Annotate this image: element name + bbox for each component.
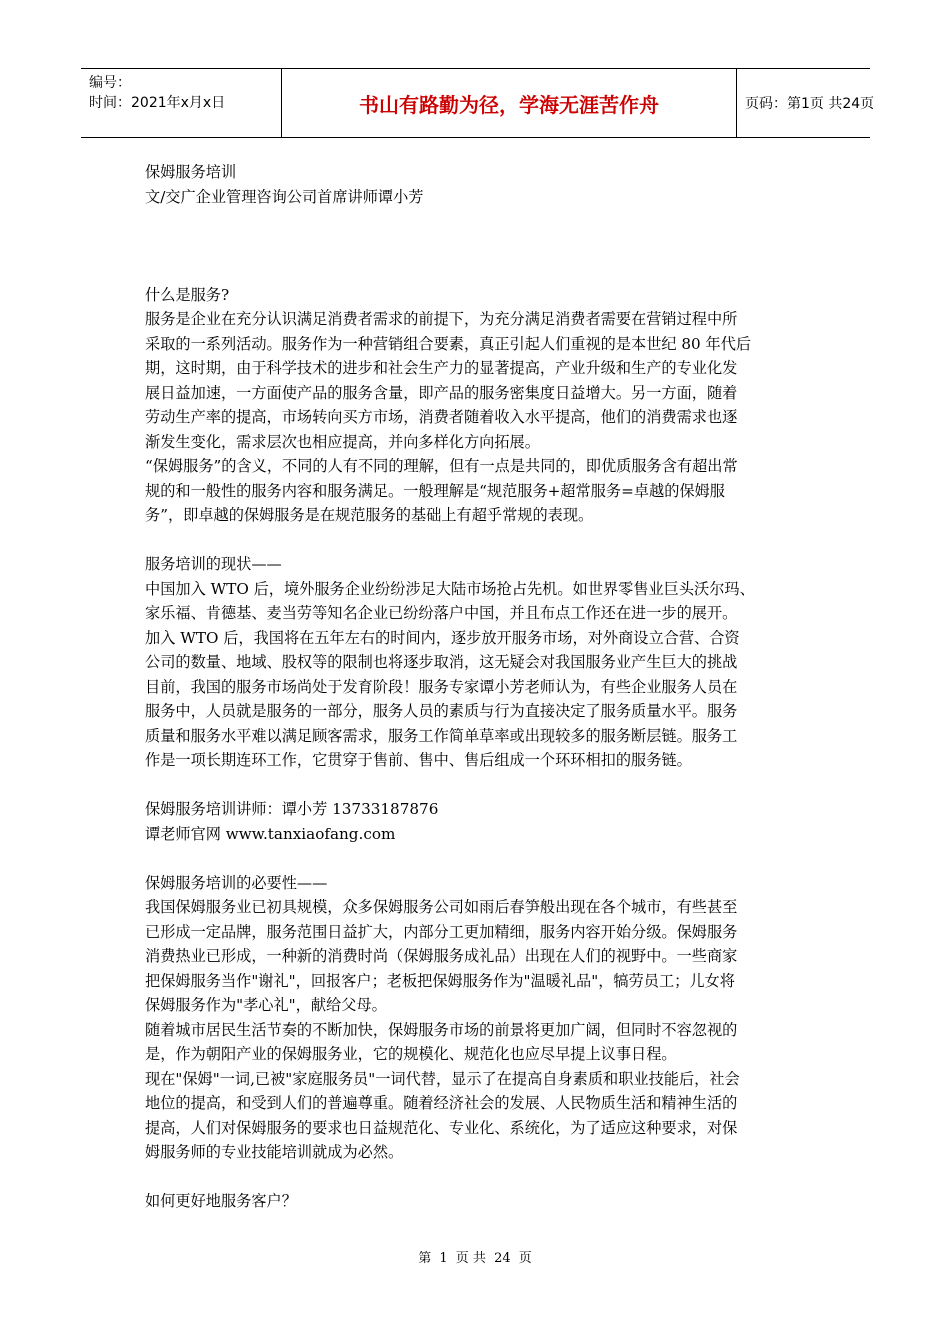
text-line: 务”，即卓越的保姆服务是在规范服务的基础上有超乎常规的表现。 bbox=[145, 506, 594, 524]
text-line: 公司的数量、地域、股权等的限制也将逐步取消，这无疑会对我国服务业产生巨大的挑战 bbox=[145, 653, 738, 671]
doc-title: 保姆服务培训 bbox=[145, 163, 237, 181]
page-header bbox=[81, 68, 875, 138]
text-line: 加入 WTO 后，我国将在五年左右的时间内，逐步放开服务市场，对外商设立合营、合资 bbox=[145, 628, 740, 647]
footer-mid: 页 共 bbox=[455, 1251, 486, 1266]
document-body bbox=[145, 160, 810, 1214]
text-line: 劳动生产率的提高，市场转向买方市场，消费者随着收入水平提高，他们的消费需求也逐 bbox=[145, 408, 738, 426]
footer-suffix: 页 bbox=[518, 1251, 532, 1266]
text-line: 提高，人们对保姆服务的要求也日益规范化、专业化、系统化，为了适应这种要求，对保 bbox=[145, 1118, 738, 1137]
text-line: 姆服务师的专业技能培训就成为必然。 bbox=[145, 1143, 404, 1161]
text-line: 期，这时期，由于科学技术的进步和社会生产力的显著提高，产业升级和生产的专业化发 bbox=[145, 359, 738, 377]
text-line: 作是一项长期连环工作，它贯穿于售前、售中、售后组成一个环环相扣的服务链。 bbox=[145, 751, 692, 769]
text-line: 渐发生变化，需求层次也相应提高，并向多样化方向拓展。 bbox=[145, 432, 540, 451]
text-line: 我国保姆服务业已初具规模，众多保姆服务公司如雨后春笋般出现在各个城市，有些甚至 bbox=[145, 898, 738, 916]
header-meta bbox=[81, 69, 281, 137]
text-line: 现在"保姆"一词,已被"家庭服务员"一词代替，显示了在提高自身素质和职业技能后，社会 bbox=[145, 1069, 740, 1088]
section-heading-necessity: 保姆服务培训的必要性—— bbox=[145, 873, 328, 892]
text-line: 随着城市居民生活节奏的不断加快，保姆服务市场的前景将更加广阔，但同时不容忽视的 bbox=[145, 1020, 738, 1039]
doc-number-label: 编号： bbox=[89, 75, 131, 91]
text-line: 目前，我国的服务市场尚处于发育阶段！服务专家谭小芳老师认为，有些企业服务人员在 bbox=[145, 677, 738, 696]
text-line: 展日益加速，一方面使产品的服务含量，即产品的服务密集度日益增大。另一方面，随着 bbox=[145, 383, 738, 402]
text-line: 规的和一般性的服务内容和服务满足。一般理解是“规范服务+超常服务=卓越的保姆服 bbox=[145, 481, 725, 500]
text-line: 把保姆服务当作"谢礼"，回报客户；老板把保姆服务作为"温暖礼品"，犒劳员工；儿女将 bbox=[145, 971, 735, 990]
section-heading-serve-customers: 如何更好地服务客户？ bbox=[145, 1192, 297, 1210]
text-line: 采取的一系列活动。服务作为一种营销组合要素，真正引起人们重视的是本世纪 80 年代后 bbox=[145, 334, 752, 353]
text-line: 中国加入 WTO 后，境外服务企业纷纷涉足大陆市场抢占先机。如世界零售业巨头沃尔玛、 bbox=[145, 579, 755, 598]
doc-date: 时间：2021年x月x日 bbox=[89, 95, 226, 111]
text-line: 服务是企业在充分认识满足消费者需求的前提下，为充分满足消费者需要在营销过程中所 bbox=[145, 310, 738, 328]
text-line: 是，作为朝阳产业的保姆服务业，它的规模化、规范化也应尽早提上议事日程。 bbox=[145, 1045, 677, 1063]
text-line: 消费热业已形成，一种新的消费时尚（保姆服务成礼品）出现在人们的视野中。一些商家 bbox=[145, 947, 738, 965]
text-line: 服务中，人员就是服务的一部分，服务人员的素质与行为直接决定了服务质量水平。服务 bbox=[145, 702, 738, 720]
footer-page-number: 1 bbox=[439, 1251, 448, 1266]
doc-author: 文/交广企业管理咨询公司首席讲师谭小芳 bbox=[145, 187, 424, 206]
footer-total-pages: 24 bbox=[494, 1251, 511, 1266]
text-line: 已形成一定品牌，服务范围日益扩大，内部分工更加精细，服务内容开始分级。保姆服务 bbox=[145, 922, 738, 941]
text-line: 保姆服务作为"孝心礼"，献给父母。 bbox=[145, 996, 387, 1014]
section-heading-what-is-service: 什么是服务? bbox=[145, 285, 230, 304]
text-line: 地位的提高，和受到人们的普遍尊重。随着经济社会的发展、人民物质生活和精神生活的 bbox=[145, 1094, 738, 1112]
header-page-info: 页码：第1页 共24页 bbox=[745, 96, 875, 112]
trainer-website: 谭老师官网 www.tanxiaofang.com bbox=[145, 824, 396, 843]
section-heading-training-status: 服务培训的现状—— bbox=[145, 555, 282, 573]
text-line: “保姆服务”的含义，不同的人有不同的理解，但有一点是共同的，即优质服务含有超出常 bbox=[145, 457, 738, 475]
text-line: 质量和服务水平难以满足顾客需求，服务工作简单草率或出现较多的服务断层链。服务工 bbox=[145, 726, 738, 745]
text-line: 家乐福、肯德基、麦当劳等知名企业已纷纷落户中国，并且布点工作还在进一步的展开。 bbox=[145, 604, 738, 622]
page-footer bbox=[0, 1247, 950, 1266]
header-motto: 书山有路勤为径，学海无涯苦作舟 bbox=[281, 69, 737, 137]
footer-prefix: 第 bbox=[418, 1251, 432, 1266]
trainer-contact: 保姆服务培训讲师：谭小芳 13733187876 bbox=[145, 800, 439, 818]
